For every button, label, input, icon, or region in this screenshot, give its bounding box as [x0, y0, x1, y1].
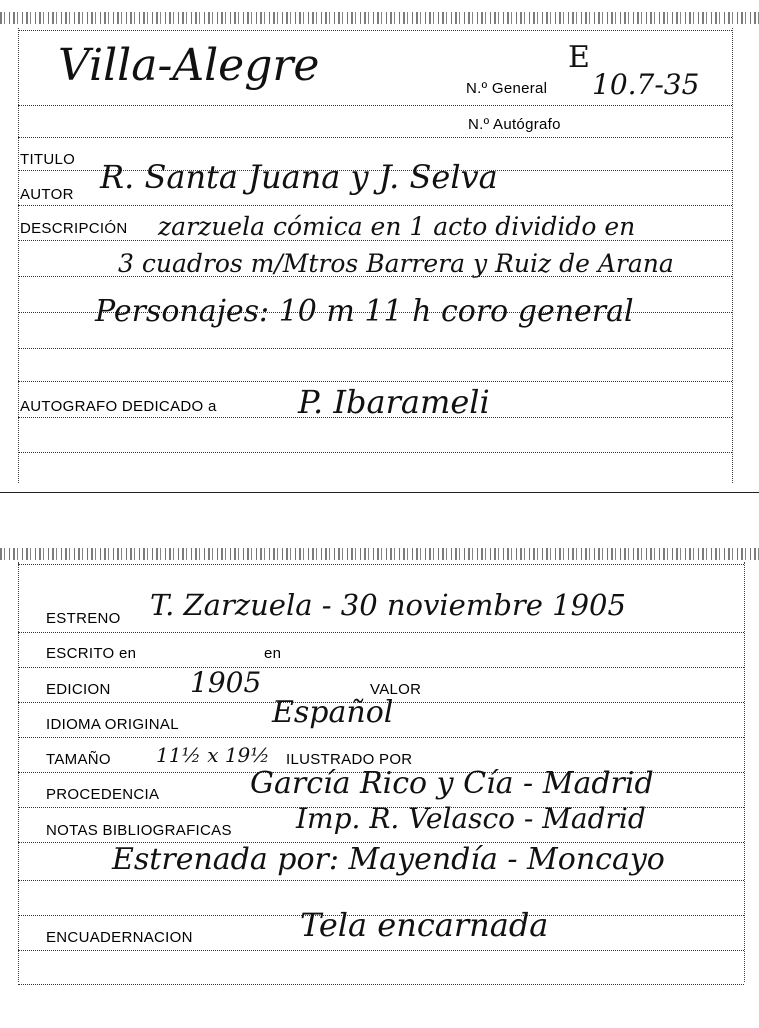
corner-letter: E [568, 40, 590, 75]
autor-value: R. Santa Juana y J. Selva [100, 158, 498, 196]
card-right-edge [744, 562, 745, 982]
card-separator [0, 492, 759, 493]
procedencia-value: García Rico y Cía - Madrid [250, 766, 654, 801]
descripcion-label: DESCRIPCIÓN [20, 220, 128, 237]
encuadernacion-label: ENCUADERNACION [46, 929, 193, 946]
autograph-number-label: N.º Autógrafo [468, 116, 561, 133]
descripcion-line-1: zarzuela cómica en 1 acto dividido en [158, 212, 636, 241]
escrito-en-label: en [264, 645, 282, 662]
edicion-value: 1905 [190, 666, 262, 699]
notas-line-2: Estrenada por: Mayendía - Moncayo [112, 842, 665, 877]
estreno-value: T. Zarzuela - 30 noviembre 1905 [150, 588, 626, 622]
procedencia-label: PROCEDENCIA [46, 786, 160, 803]
titulo-label: TITULO [20, 151, 76, 168]
estreno-label: ESTRENO [46, 610, 121, 627]
scan-noise-bottom [0, 548, 759, 560]
catalog-card-back [0, 540, 759, 1000]
descripcion-line-2: 3 cuadros m/Mtros Barrera y Ruiz de Arana [118, 249, 674, 278]
escrito-label: ESCRITO en [46, 645, 137, 662]
scan-noise-top [0, 12, 759, 24]
edicion-label: EDICION [46, 681, 111, 698]
ilustrado-label: ILUSTRADO POR [286, 751, 413, 768]
encuadernacion-value: Tela encarnada [300, 906, 549, 944]
autor-label: AUTOR [20, 186, 74, 203]
card-left-edge [18, 28, 19, 483]
card-right-edge [732, 28, 733, 483]
dedicado-value: P. Ibarameli [298, 383, 490, 421]
general-number-value: 10.7-35 [592, 68, 700, 101]
idioma-value: Español [272, 695, 394, 730]
general-number-label: N.º General [466, 80, 548, 97]
personajes-note: Personajes: 10 m 11 h coro general [95, 294, 634, 329]
notas-label: NOTAS BIBLIOGRAFICAS [46, 822, 232, 839]
tamano-label: TAMAÑO [46, 751, 111, 768]
valor-label: VALOR [370, 681, 422, 698]
dedicado-label: AUTOGRAFO DEDICADO a [20, 398, 217, 415]
catalog-card-front [0, 0, 759, 495]
tamano-value: 11½ x 19½ [156, 743, 270, 767]
notas-value: Imp. R. Velasco - Madrid [296, 802, 646, 835]
handwritten-title: Villa-Alegre [58, 40, 320, 91]
idioma-label: IDIOMA ORIGINAL [46, 716, 179, 733]
